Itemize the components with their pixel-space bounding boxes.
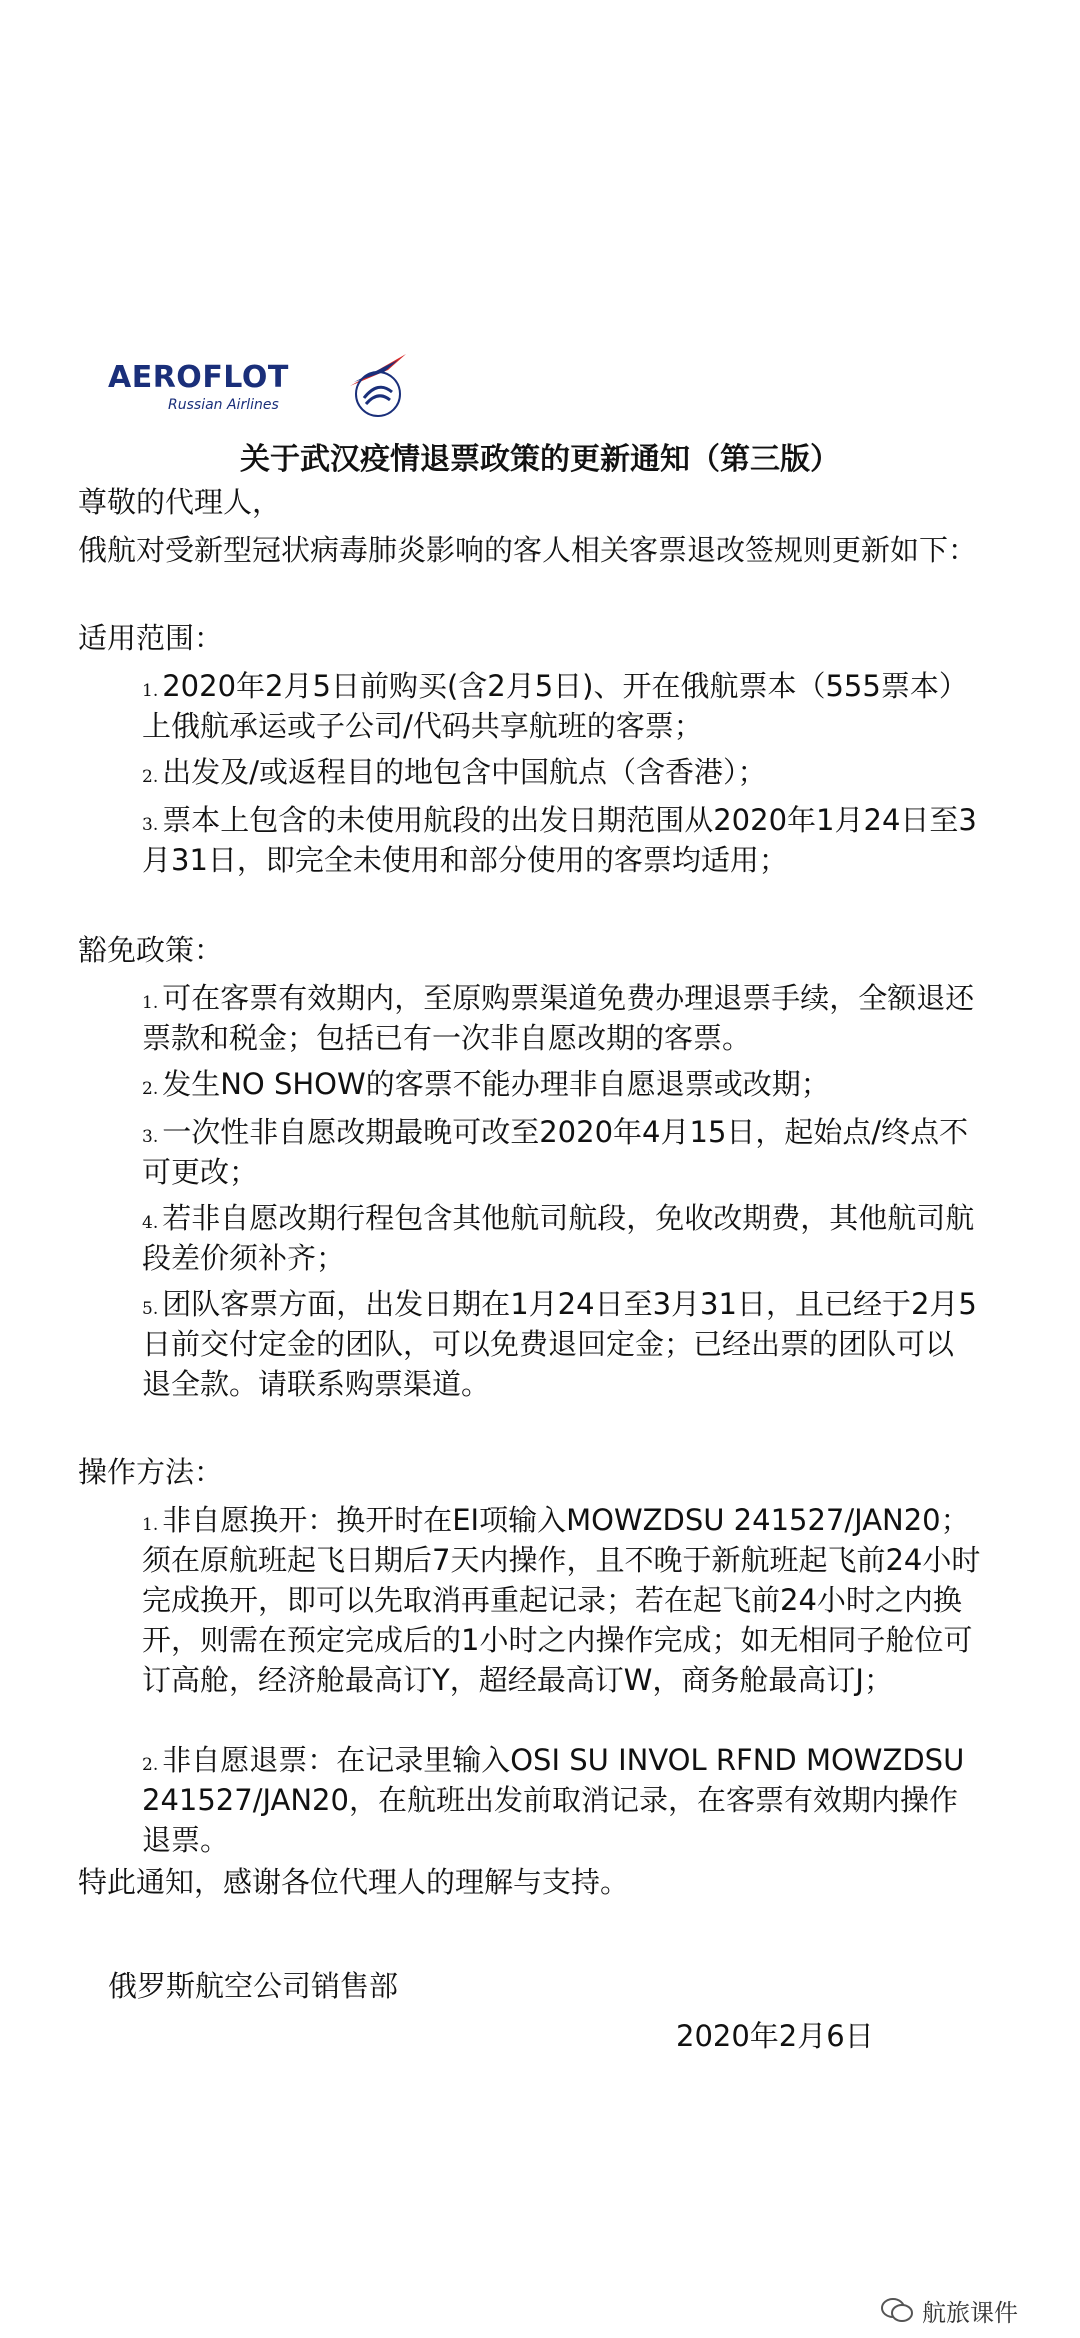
wechat-icon	[880, 2296, 914, 2324]
page-title: 关于武汉疫情退票政策的更新通知（第三版）	[240, 442, 840, 477]
skyteam-icon	[346, 362, 410, 426]
item-text: 团队客票方面，出发日期在1月24日至3月31日，且已经于2月5日前交付定金的团队，可以免费退回定金；已经出票的团队可以退全款。请联系购票渠道。	[142, 1287, 977, 1402]
scope-item	[142, 752, 982, 792]
item-number: 3.	[142, 1127, 159, 1147]
item-number: 5.	[142, 1299, 159, 1319]
operation-heading: 操作方法：	[78, 1455, 224, 1489]
item-number: 1.	[142, 993, 159, 1013]
scope-heading: 适用范围：	[78, 621, 224, 655]
waiver-heading: 豁免政策：	[78, 933, 224, 967]
item-text: 若非自愿改期行程包含其他航司航段，免收改期费，其他航司航段差价须补齐；	[142, 1201, 975, 1276]
item-text: 出发及/或返程目的地包含中国航点（含香港）；	[162, 755, 767, 789]
item-text: 发生NO SHOW的客票不能办理非自愿退票或改期；	[162, 1067, 830, 1101]
watermark	[880, 2292, 1018, 2328]
item-number: 3.	[142, 815, 159, 835]
watermark-text: 航旅课件	[922, 2298, 1018, 2327]
logo-wordmark: AEROFLOT	[108, 360, 289, 395]
waiver-item	[142, 1198, 982, 1278]
intro-text: 俄航对受新型冠状病毒肺炎影响的客人相关客票退改签规则更新如下：	[78, 533, 978, 567]
waiver-item	[142, 1064, 982, 1104]
scope-item	[142, 666, 982, 746]
waiver-item	[142, 1284, 982, 1404]
item-text: 一次性非自愿改期最晚可改至2020年4月15日，起始点/终点不可更改；	[142, 1115, 969, 1190]
signature: 俄罗斯航空公司销售部	[108, 1969, 399, 2003]
item-number: 4.	[142, 1213, 159, 1233]
item-text: 2020年2月5日前购买(含2月5日)、开在俄航票本（555票本）上俄航承运或子公司/代码共享航班的客票；	[142, 669, 968, 744]
waiver-item	[142, 978, 982, 1058]
date: 2020年2月6日	[676, 2019, 874, 2053]
item-text: 票本上包含的未使用航段的出发日期范围从2020年1月24日至3月31日，即完全未使用和部分使用的客票均适用；	[142, 803, 977, 878]
item-number: 2.	[142, 1079, 159, 1099]
greeting: 尊敬的代理人，	[78, 485, 282, 519]
item-text: 非自愿退票：在记录里输入OSI SU INVOL RFND MOWZDSU 241527/JAN20，在航班出发前取消记录，在客票有效期内操作退票。	[142, 1743, 965, 1858]
item-number: 1.	[142, 681, 159, 701]
item-number: 2.	[142, 767, 159, 787]
item-text: 可在客票有效期内，至原购票渠道免费办理退票手续，全额退还票款和税金；包括已有一次非自愿改期的客票。	[142, 981, 975, 1056]
operation-item	[142, 1500, 982, 1700]
waiver-item	[142, 1112, 982, 1192]
scope-item	[142, 800, 982, 880]
operation-item	[142, 1740, 982, 1860]
item-number: 1.	[142, 1515, 159, 1535]
logo-subtitle: Russian Airlines	[168, 397, 279, 413]
item-number: 2.	[142, 1755, 159, 1775]
item-text: 非自愿换开：换开时在EI项输入MOWZDSU 241527/JAN20；须在原航班起飞日期后7天内操作，且不晚于新航班起飞前24小时完成换开，即可以先取消再重起记录；若在起飞前24小时之内换开，则需在预定完成后的1小时之内操作完成；如无相同子舱位可订高舱，经济舱最高订Y，超经最高订W，商务舱最高订J；	[142, 1503, 981, 1698]
closing-text: 特此通知，感谢各位代理人的理解与支持。	[78, 1865, 630, 1899]
